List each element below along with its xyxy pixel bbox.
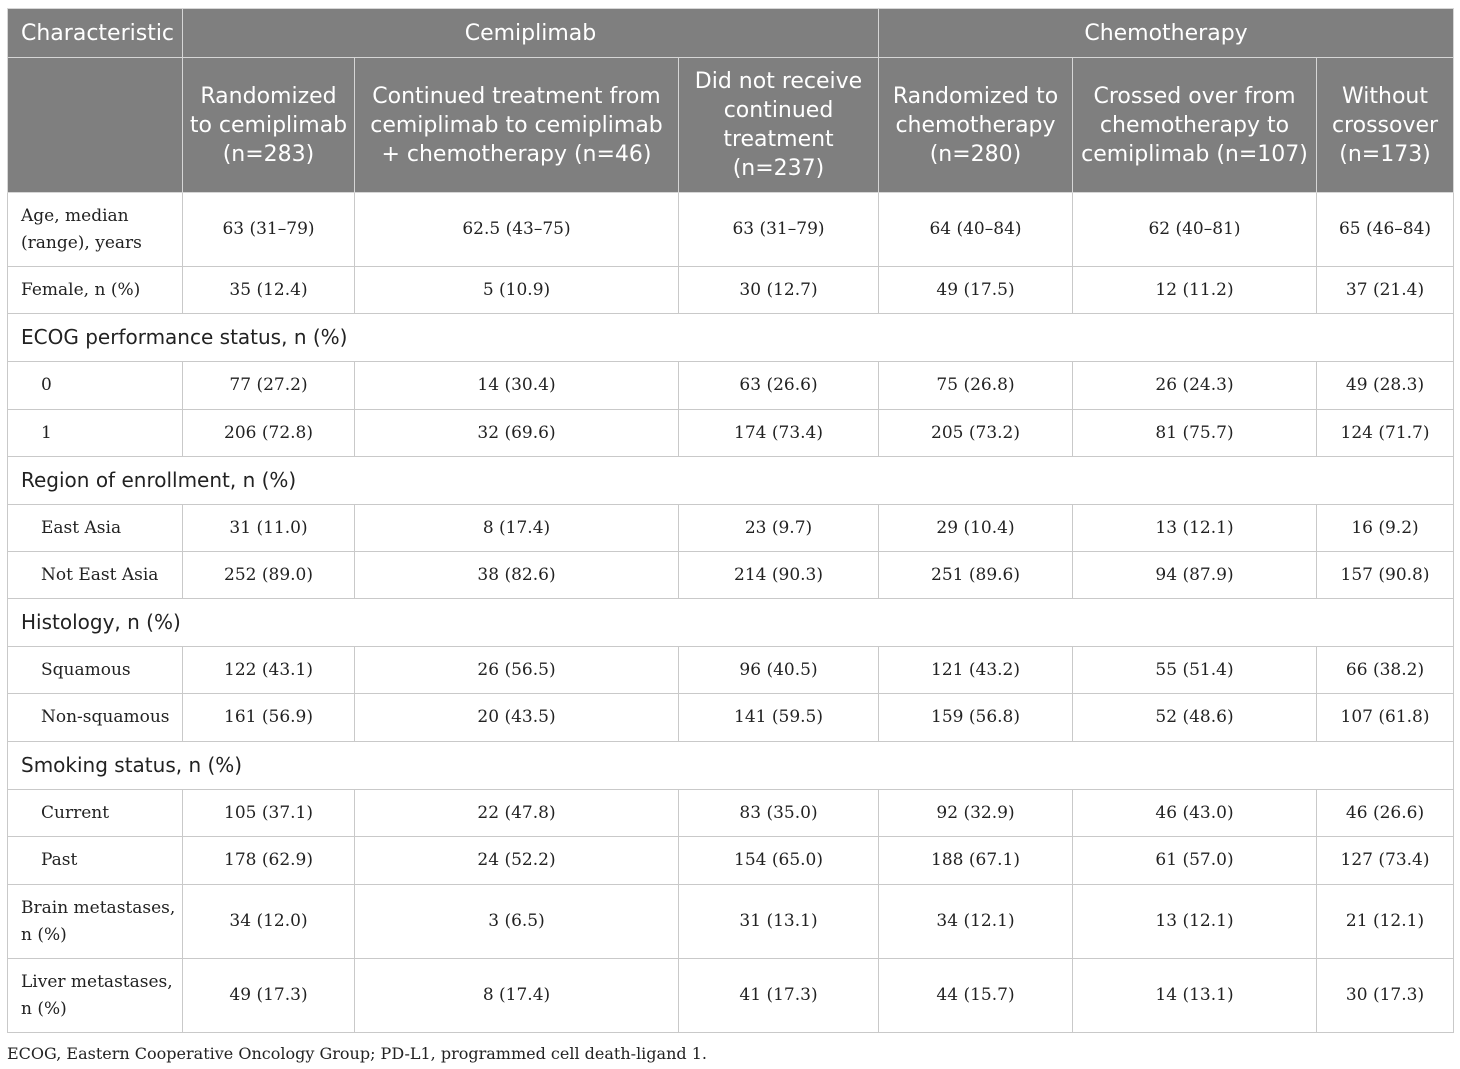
table-cell: 65 (46–84)	[1317, 193, 1454, 267]
table-cell: 81 (75.7)	[1073, 410, 1317, 457]
table-cell: 32 (69.6)	[355, 410, 679, 457]
table-cell: 63 (26.6)	[679, 362, 879, 410]
table-cell: 94 (87.9)	[1073, 552, 1317, 599]
table-cell: 12 (11.2)	[1073, 267, 1317, 314]
table-cell: 206 (72.8)	[183, 410, 355, 457]
table-cell: 62.5 (43–75)	[355, 193, 679, 267]
table-body	[8, 193, 1454, 1033]
table-cell: 16 (9.2)	[1317, 505, 1454, 552]
section-label: ECOG performance status, n (%)	[8, 314, 1454, 362]
column-header: Crossed over from chemotherapy to cemiplimab (n=107)	[1073, 58, 1317, 193]
table-cell: 5 (10.9)	[355, 267, 679, 314]
table-cell: 127 (73.4)	[1317, 837, 1454, 885]
table-cell: 21 (12.1)	[1317, 885, 1454, 959]
table-cell: 122 (43.1)	[183, 647, 355, 694]
section-label: Smoking status, n (%)	[8, 742, 1454, 790]
table-row	[8, 647, 1454, 694]
row-label: 1	[8, 410, 183, 457]
table-row	[8, 790, 1454, 837]
table-cell: 46 (43.0)	[1073, 790, 1317, 837]
column-header: Continued treatment from cemiplimab to cemiplimab + chemotherapy (n=46)	[355, 58, 679, 193]
section-row	[8, 742, 1454, 790]
table-cell: 96 (40.5)	[679, 647, 879, 694]
baseline-characteristics-table	[7, 8, 1454, 1033]
row-label: Age, median (range), years	[8, 193, 183, 267]
table-cell: 46 (26.6)	[1317, 790, 1454, 837]
section-label: Region of enrollment, n (%)	[8, 457, 1454, 505]
table-cell: 44 (15.7)	[879, 959, 1073, 1033]
table-cell: 124 (71.7)	[1317, 410, 1454, 457]
table-cell: 14 (13.1)	[1073, 959, 1317, 1033]
table-cell: 205 (73.2)	[879, 410, 1073, 457]
row-label: Past	[8, 837, 183, 885]
table-cell: 63 (31–79)	[679, 193, 879, 267]
table-cell: 31 (11.0)	[183, 505, 355, 552]
table-cell: 252 (89.0)	[183, 552, 355, 599]
table-cell: 49 (17.5)	[879, 267, 1073, 314]
table-cell: 37 (21.4)	[1317, 267, 1454, 314]
table-cell: 64 (40–84)	[879, 193, 1073, 267]
table-cell: 52 (48.6)	[1073, 694, 1317, 742]
column-header: Without crossover (n=173)	[1317, 58, 1454, 193]
table-cell: 13 (12.1)	[1073, 885, 1317, 959]
section-row	[8, 599, 1454, 647]
table-cell: 92 (32.9)	[879, 790, 1073, 837]
table-cell: 26 (24.3)	[1073, 362, 1317, 410]
table-cell: 159 (56.8)	[879, 694, 1073, 742]
table-cell: 30 (17.3)	[1317, 959, 1454, 1033]
table-cell: 62 (40–81)	[1073, 193, 1317, 267]
table-cell: 178 (62.9)	[183, 837, 355, 885]
table-cell: 34 (12.0)	[183, 885, 355, 959]
table-cell: 30 (12.7)	[679, 267, 879, 314]
table-row	[8, 362, 1454, 410]
row-label: 0	[8, 362, 183, 410]
table-cell: 55 (51.4)	[1073, 647, 1317, 694]
column-header: Randomized to chemotherapy (n=280)	[879, 58, 1073, 193]
column-header: Randomized to cemiplimab (n=283)	[183, 58, 355, 193]
table-row	[8, 193, 1454, 267]
header-characteristic: Characteristic	[8, 9, 183, 58]
table-cell: 35 (12.4)	[183, 267, 355, 314]
table-cell: 29 (10.4)	[879, 505, 1073, 552]
table-cell: 14 (30.4)	[355, 362, 679, 410]
table-cell: 13 (12.1)	[1073, 505, 1317, 552]
table-cell: 22 (47.8)	[355, 790, 679, 837]
table-cell: 24 (52.2)	[355, 837, 679, 885]
header-blank	[8, 58, 183, 193]
table-row	[8, 885, 1454, 959]
table-row	[8, 410, 1454, 457]
table-cell: 34 (12.1)	[879, 885, 1073, 959]
table-cell: 141 (59.5)	[679, 694, 879, 742]
table-cell: 61 (57.0)	[1073, 837, 1317, 885]
table-cell: 107 (61.8)	[1317, 694, 1454, 742]
table-cell: 26 (56.5)	[355, 647, 679, 694]
section-row	[8, 457, 1454, 505]
table-cell: 154 (65.0)	[679, 837, 879, 885]
column-header: Did not receive continued treatment (n=237)	[679, 58, 879, 193]
table-cell: 8 (17.4)	[355, 959, 679, 1033]
row-label: Non-squamous	[8, 694, 183, 742]
table-cell: 121 (43.2)	[879, 647, 1073, 694]
table-cell: 3 (6.5)	[355, 885, 679, 959]
table-cell: 31 (13.1)	[679, 885, 879, 959]
section-row	[8, 314, 1454, 362]
table-cell: 161 (56.9)	[183, 694, 355, 742]
table-cell: 75 (26.8)	[879, 362, 1073, 410]
section-label: Histology, n (%)	[8, 599, 1454, 647]
table-cell: 174 (73.4)	[679, 410, 879, 457]
table-cell: 83 (35.0)	[679, 790, 879, 837]
row-label: Current	[8, 790, 183, 837]
table-cell: 188 (67.1)	[879, 837, 1073, 885]
table-cell: 38 (82.6)	[355, 552, 679, 599]
table-row	[8, 837, 1454, 885]
table-cell: 63 (31–79)	[183, 193, 355, 267]
table-cell: 8 (17.4)	[355, 505, 679, 552]
row-label: Liver metastases, n (%)	[8, 959, 183, 1033]
table-cell: 214 (90.3)	[679, 552, 879, 599]
table-cell: 49 (28.3)	[1317, 362, 1454, 410]
table-cell: 66 (38.2)	[1317, 647, 1454, 694]
header-group-cemiplimab: Cemiplimab	[183, 9, 879, 58]
row-label: Brain metastases, n (%)	[8, 885, 183, 959]
row-label: Female, n (%)	[8, 267, 183, 314]
row-label: East Asia	[8, 505, 183, 552]
table-cell: 251 (89.6)	[879, 552, 1073, 599]
table-cell: 49 (17.3)	[183, 959, 355, 1033]
table-frame	[7, 8, 1453, 1064]
row-label: Squamous	[8, 647, 183, 694]
table-cell: 23 (9.7)	[679, 505, 879, 552]
table-row	[8, 552, 1454, 599]
table-row	[8, 959, 1454, 1033]
row-label: Not East Asia	[8, 552, 183, 599]
table-footnote: ECOG, Eastern Cooperative Oncology Group; PD-L1, programmed cell death-ligand 1.	[7, 1044, 707, 1063]
table-cell: 105 (37.1)	[183, 790, 355, 837]
table-row	[8, 694, 1454, 742]
table-row	[8, 505, 1454, 552]
table-row	[8, 267, 1454, 314]
table-cell: 41 (17.3)	[679, 959, 879, 1033]
header-group-chemotherapy: Chemotherapy	[879, 9, 1454, 58]
table-cell: 77 (27.2)	[183, 362, 355, 410]
table-cell: 157 (90.8)	[1317, 552, 1454, 599]
table-cell: 20 (43.5)	[355, 694, 679, 742]
